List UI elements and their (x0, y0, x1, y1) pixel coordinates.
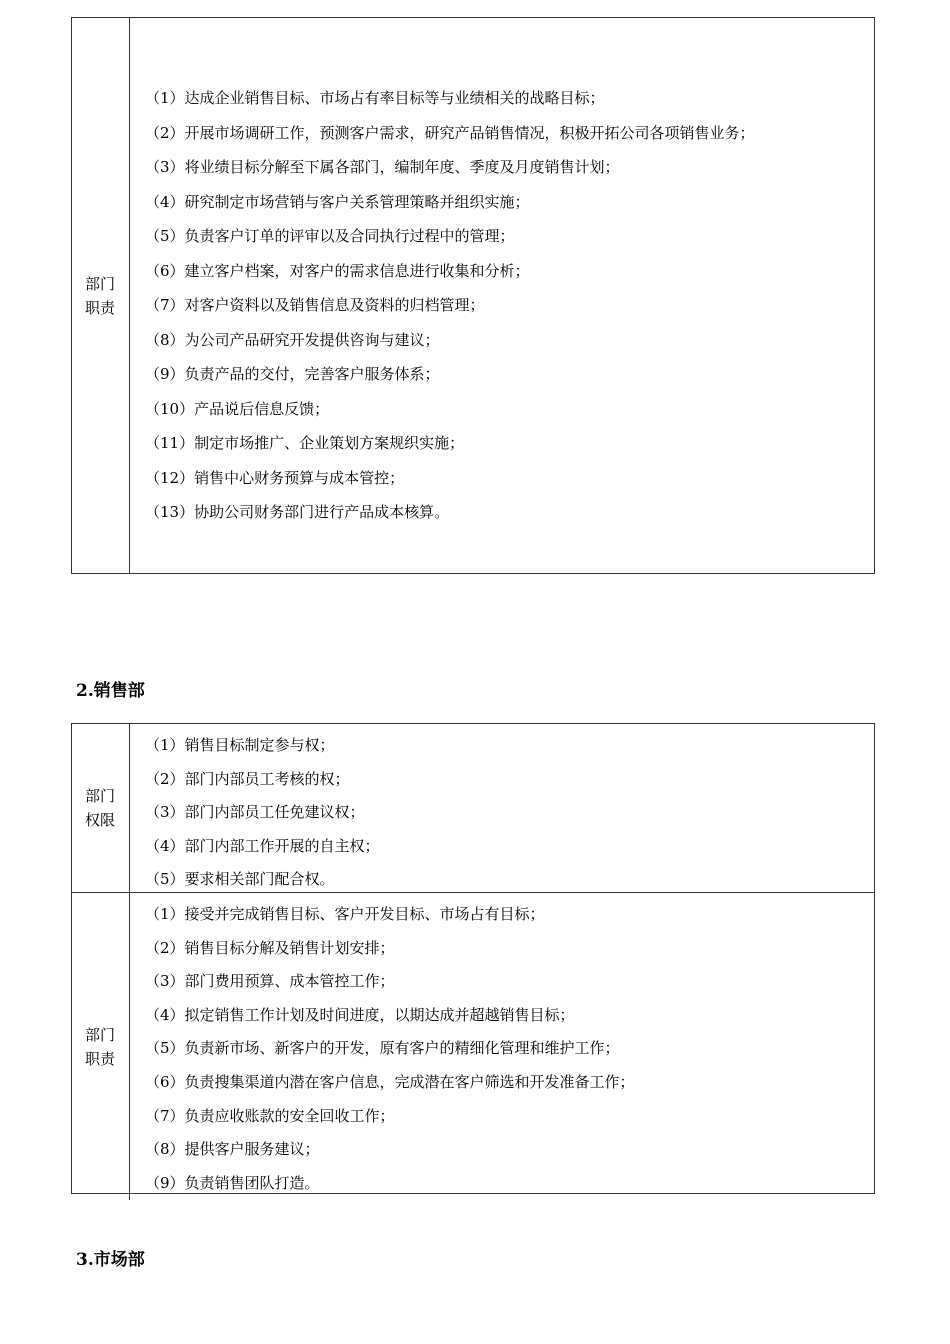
duties-list (130, 18, 874, 573)
list-item: （3）部门内部员工任免建议权； (145, 803, 365, 822)
label-line: 部门 (85, 787, 116, 805)
label-line: 职责 (85, 298, 116, 317)
duties-table-1 (71, 17, 875, 574)
list-item: （9）负责销售团队打造。 (145, 1173, 320, 1192)
list-item: （3）部门费用预算、成本管控工作； (145, 972, 395, 991)
list-item: （6）负责搜集渠道内潜在客户信息，完成潜在客户筛选和开发准备工作； (145, 1072, 635, 1091)
list-item: （1）销售目标制定参与权； (145, 736, 335, 754)
list-item: （8）为公司产品研究开发提供咨询与建议； (145, 330, 440, 349)
list-item: （9）负责产品的交付，完善客户服务体系； (145, 365, 440, 383)
duties-list (130, 893, 874, 1200)
list-item: （6）建立客户档案，对客户的需求信息进行收集和分析； (145, 261, 530, 280)
list-item: （5）负责新市场、新客户的开发，原有客户的精细化管理和维护工作； (145, 1039, 620, 1058)
list-item: （4）研究制定市场营销与客户关系管理策略并组织实施； (145, 192, 530, 211)
list-item: （2）开展市场调研工作，预测客户需求，研究产品销售情况，积极开拓公司各项销售业务； (145, 123, 755, 142)
list-item: （7）对客户资料以及销售信息及资料的归档管理； (145, 296, 485, 314)
authority-list (130, 724, 874, 892)
section-heading-sales: 2.销售部 (76, 681, 145, 701)
list-item: （5）要求相关部门配合权。 (145, 870, 335, 889)
list-item: （11）制定市场推广、企业策划方案规织实施； (145, 434, 465, 452)
label-line: 部门 (85, 1025, 116, 1044)
list-item: （13）协助公司财务部门进行产品成本核算。 (145, 503, 450, 521)
list-item: （10）产品说后信息反馈； (145, 399, 330, 418)
section-heading-marketing: 3.市场部 (76, 1250, 145, 1270)
authority-row (72, 724, 874, 892)
label-line: 权限 (85, 811, 116, 829)
list-item: （1）接受并完成销售目标、客户开发目标、市场占有目标； (145, 905, 545, 923)
list-item: （2）销售目标分解及销售计划安排； (145, 938, 395, 957)
list-item: （12）销售中心财务预算与成本管控； (145, 468, 405, 487)
list-item: （4）部门内部工作开展的自主权； (145, 836, 380, 855)
list-item: （1）达成企业销售目标、市场占有率目标等与业绩相关的战略目标； (145, 89, 605, 107)
label-line: 部门 (85, 274, 116, 293)
duties-label (72, 18, 130, 573)
sales-department-table (71, 723, 875, 1194)
list-item: （4）拟定销售工作计划及时间进度，以期达成并超越销售目标； (145, 1005, 575, 1024)
list-item: （2）部门内部员工考核的权； (145, 769, 350, 788)
duties-row (72, 892, 874, 1200)
list-item: （3）将业绩目标分解至下属各部门，编制年度、季度及月度销售计划； (145, 158, 620, 176)
duties-label (72, 893, 130, 1200)
duties-row (72, 18, 874, 573)
list-item: （7）负责应收账款的安全回收工作； (145, 1106, 395, 1125)
list-item: （8）提供客户服务建议； (145, 1140, 320, 1159)
authority-label (72, 724, 130, 892)
list-item: （5）负责客户订单的评审以及合同执行过程中的管理； (145, 227, 515, 245)
label-line: 职责 (85, 1049, 116, 1068)
